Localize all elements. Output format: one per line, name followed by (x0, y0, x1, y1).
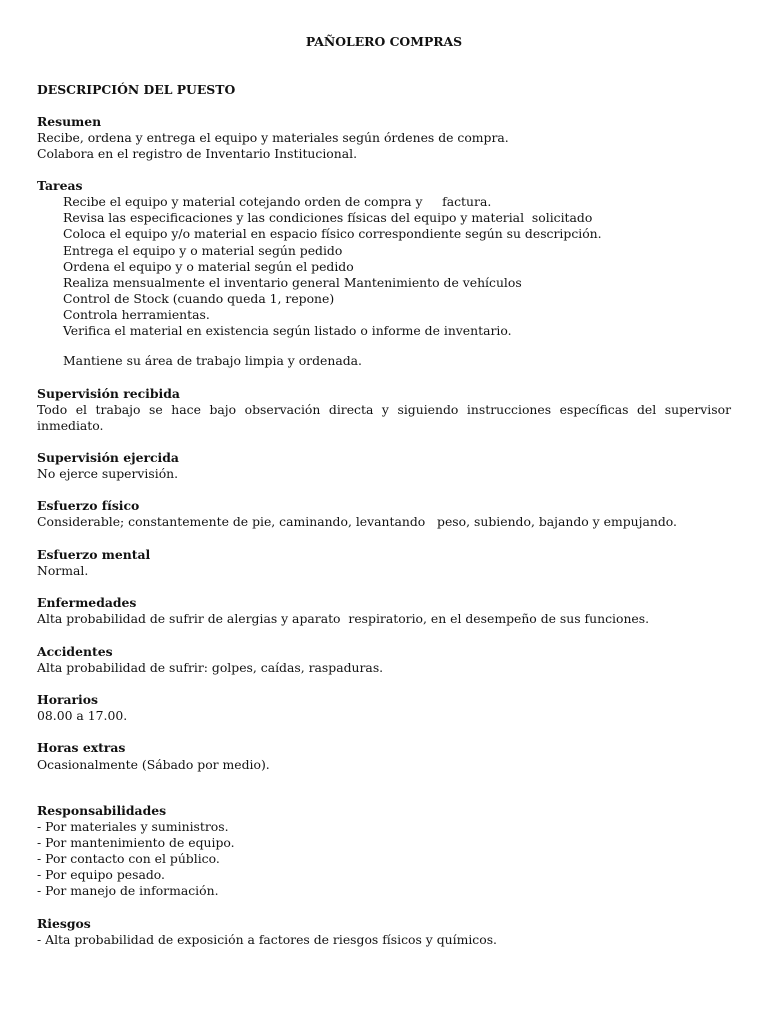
tareas-heading: Tareas (37, 178, 83, 193)
responsabilidad-item: - Por contacto con el público. (37, 851, 220, 866)
responsabilidades-heading: Responsabilidades (37, 803, 167, 818)
riesgos-text: - Alta probabilidad de exposición a factores de riesgos físicos y químicos. (37, 932, 497, 947)
supervision-ejercida-heading: Supervisión ejercida (37, 450, 179, 465)
tarea-item: Realiza mensualmente el inventario general Mantenimiento de vehículos (63, 275, 522, 290)
horarios-text: 08.00 a 17.00. (37, 708, 128, 723)
resumen-line: Colabora en el registro de Inventario Institucional. (37, 146, 358, 161)
responsabilidad-item: - Por materiales y suministros. (37, 819, 229, 834)
tarea-item: Control de Stock (cuando queda 1, repone) (63, 291, 335, 306)
responsabilidad-item: - Por equipo pesado. (37, 867, 165, 882)
horas-extras-heading: Horas extras (37, 740, 126, 755)
tarea-item: Coloca el equipo y/o material en espacio físico correspondiente según su descripción. (63, 226, 602, 241)
esfuerzo-fisico-heading: Esfuerzo físico (37, 498, 140, 513)
enfermedades-heading: Enfermedades (37, 595, 137, 610)
tarea-item: Entrega el equipo y o material según pedido (63, 243, 343, 258)
resumen-line: Recibe, ordena y entrega el equipo y materiales según órdenes de compra. (37, 130, 509, 145)
resumen-heading: Resumen (37, 114, 102, 129)
horas-extras-text: Ocasionalmente (Sábado por medio). (37, 757, 270, 772)
esfuerzo-fisico-text: Considerable; constantemente de pie, caminando, levantando peso, subiendo, bajando y empujando. (37, 514, 677, 529)
section-title: DESCRIPCIÓN DEL PUESTO (37, 82, 236, 97)
tarea-extra: Mantiene su área de trabajo limpia y ordenada. (63, 353, 362, 368)
accidentes-heading: Accidentes (37, 644, 113, 659)
accidentes-text: Alta probabilidad de sufrir: golpes, caídas, raspaduras. (37, 660, 384, 675)
horarios-heading: Horarios (37, 692, 99, 707)
tarea-item: Recibe el equipo y material cotejando orden de compra y factura. (63, 194, 492, 209)
tarea-item: Ordena el equipo y o material según el pedido (63, 259, 354, 274)
tarea-item: Controla herramientas. (63, 307, 210, 322)
responsabilidad-item: - Por manejo de información. (37, 883, 219, 898)
supervision-ejercida-text: No ejerce supervisión. (37, 466, 179, 481)
riesgos-heading: Riesgos (37, 916, 91, 931)
supervision-recibida-text: Todo el trabajo se hace bajo observación directa y siguiendo instrucciones específicas del supervisor inmediato. (37, 402, 731, 433)
supervision-recibida-heading: Supervisión recibida (37, 386, 180, 401)
responsabilidad-item: - Por mantenimiento de equipo. (37, 835, 235, 850)
esfuerzo-mental-heading: Esfuerzo mental (37, 547, 151, 562)
enfermedades-text: Alta probabilidad de sufrir de alergias y aparato respiratorio, en el desempeño de sus funciones. (37, 611, 650, 626)
esfuerzo-mental-text: Normal. (37, 563, 89, 578)
document-title: PAÑOLERO COMPRAS (305, 34, 463, 49)
tarea-item: Verifica el material en existencia según listado o informe de inventario. (63, 323, 512, 338)
tarea-item: Revisa las especificaciones y las condiciones físicas del equipo y material solicitado (63, 210, 593, 225)
